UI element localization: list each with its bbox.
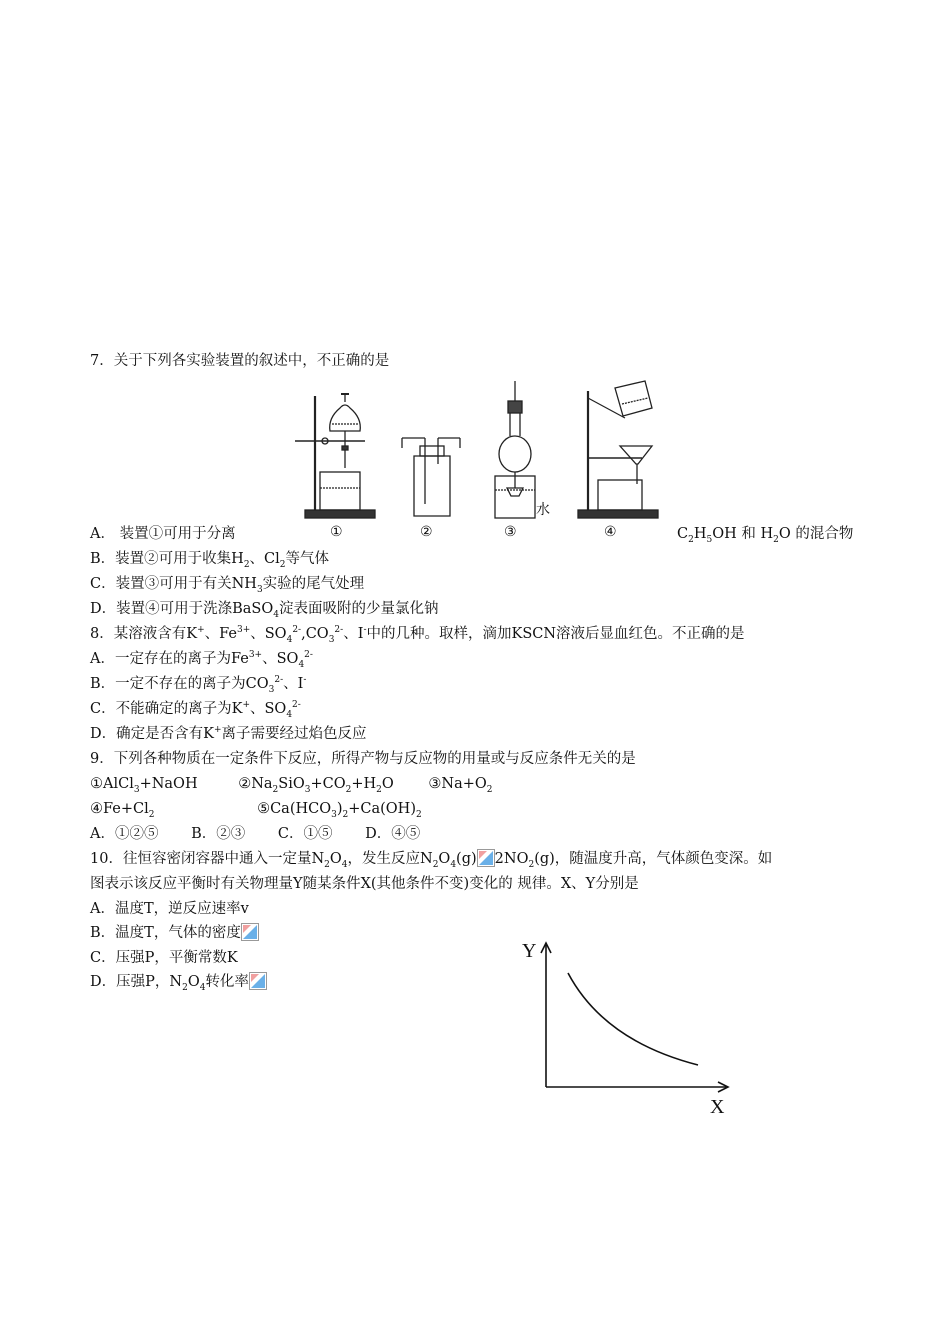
apparatus-label-2: ② [420,524,433,540]
q9-stem: 9．下列各种物质在一定条件下反应，所得产物与反应物的用量或与反应条件无关的是 [90,751,636,767]
separatory-funnel-apparatus [295,394,375,518]
ammonia-absorption-apparatus [495,381,535,518]
apparatus-figure [290,376,660,524]
q10-option-b: B．温度T，气体的密度 [90,923,259,943]
apparatus-label-3: ③ [504,524,517,540]
q7-option-b: B．装置②可用于收集$H_2$、$Cl_2$等气体 [90,551,330,570]
q10-stem-line-2: 图表示该反应平衡时有关物理量Y随某条件X(其他条件不变)变化的 规律。X、Y分别是 [90,876,639,892]
q8-option-c: C．不能确定的离子为K+、$SO_4^{2-}$ [90,700,301,720]
q10-option-a: A．温度T，逆反应速率v [90,901,249,917]
q9-option-a: A．①②⑤ [90,826,159,842]
broken-image-icon [249,972,267,990]
apparatus-label-1: ① [330,524,343,540]
q8-stem: 8．某溶液含有K+、$Fe^{3+}$、$SO_4^{2-},CO_3^{2-}$、I-中的几种。取样，滴加KSCN溶液后显血红色。不正确的是 [90,625,745,645]
broken-image-icon [241,923,259,941]
filtration-apparatus [578,381,658,518]
apparatus-label-4: ④ [604,524,617,540]
graph-x-label: X [710,1096,725,1118]
q10-option-c: C．压强P，平衡常数K [90,950,238,966]
q7-option-c: C．装置③可用于有关$NH_3$实验的尾气处理 [90,576,365,595]
graph-decreasing-curve [568,973,698,1065]
q8-option-a: A．一定存在的离子为$Fe^{3+}$、$SO_4^{2-}$ [90,650,313,670]
q9-reaction-5: $⑤Ca(HCO_3)_2+Ca(OH)_2$ [257,801,422,820]
q7-option-a-suffix: $C_2H_5OH$ 和 $H_2O$ 的混合物 [677,526,854,545]
q7-stem: 7．关于下列各实验装置的叙述中，不正确的是 [90,353,390,369]
q9-option-d: D．④⑤ [365,826,421,842]
q8-option-b: B．一定不存在的离子为$CO_3^{2-}$、I- [90,675,307,695]
q10-stem-line-1: 10．往恒容密闭容器中通入一定量$N_2O_4$，发生反应$N_2O_4(g)$ $2NO_2(g)$，随温度升高，气体颜色变深。如 [90,851,773,870]
q9-reaction-4: $④Fe+Cl_2$ [90,801,155,820]
graph-y-label: Y [522,940,537,962]
q9-option-c: C．①⑤ [277,826,333,842]
q10-option-d: D．压强P，$N_2O_4$转化率 [90,972,267,992]
q8-option-d: D．确定是否含有K+离子需要经过焰色反应 [90,725,367,742]
q7-option-d: D．装置④可用于洗涤BaSO$_4$淀表面吸附的少量氯化钠 [90,601,439,620]
q9-reaction-2: $②Na_2SiO_3+CO_2+H_2O$ [238,776,394,795]
water-label: 水 [536,501,550,517]
q9-reaction-1: ①AlCl$_3$+NaOH [90,776,198,795]
q9-option-b: B．②③ [191,826,246,842]
q9-options [90,824,420,844]
q7-option-a: A． 装置①可用于分离 [90,526,236,542]
gas-bottle-apparatus [402,438,460,516]
broken-image-icon [477,849,495,867]
q10-graph [510,935,740,1120]
q9-reactions-row-2 [90,799,422,819]
q9-reaction-3: $③Na+O_2$ [428,776,493,795]
q9-reactions-row-1 [90,774,493,794]
